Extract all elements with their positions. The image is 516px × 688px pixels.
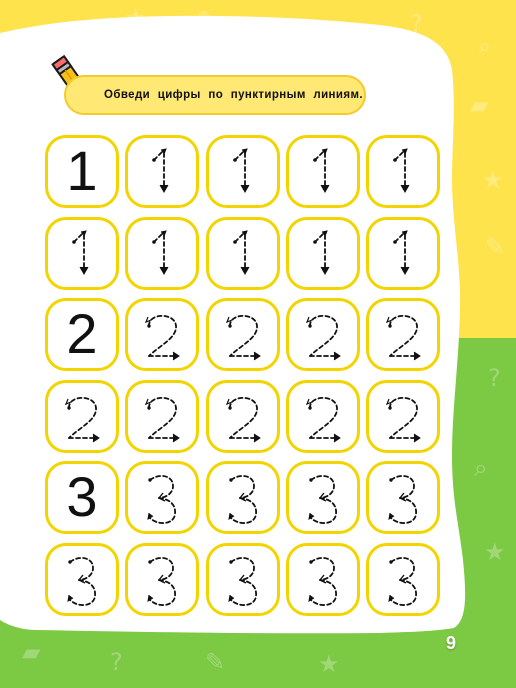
star-doodle-icon: ★ [482,166,504,194]
digit-2-trace-guide [209,301,277,368]
trace-digit-cell [206,298,280,371]
trace-digit-cell [366,380,440,453]
digit-1-trace-guide [289,138,357,205]
trace-digit-cell [125,380,199,453]
digit-2-trace-guide [289,301,357,368]
digit-2-trace-guide [209,383,277,450]
digit-1-trace-guide [209,138,277,205]
sample-digit: 3 [66,465,98,528]
digit-2-trace-guide [369,383,437,450]
digit-1-trace-guide [128,138,196,205]
book-doodle-icon: ▰ [22,638,41,666]
question-doodle-icon: ? [410,10,423,38]
sample-digit-cell [45,298,119,371]
pencil-doodle-icon: ✎ [205,648,226,676]
digit-1-trace-guide [289,220,357,287]
digit-3-trace-guide [209,464,277,531]
trace-digit-cell [125,461,199,534]
trace-digit-cell [366,543,440,616]
trace-digit-cell [366,135,440,208]
instruction-banner [64,75,366,115]
sample-digit-cell [45,135,119,208]
digit-3-trace-guide [369,546,437,613]
trace-digit-cell [125,135,199,208]
digit-3-trace-guide [369,464,437,531]
digit-2-trace-guide [369,301,437,368]
search-doodle-icon: ⌕ [474,454,488,482]
trace-digit-cell [125,543,199,616]
question-doodle-icon: ? [488,364,501,392]
digit-3-trace-guide [289,546,357,613]
digit-1-trace-guide [48,220,116,287]
digit-2-trace-guide [128,383,196,450]
sample-digit: 1 [66,139,98,202]
trace-digit-cell [45,543,119,616]
trace-digit-cell [286,217,360,290]
digit-1-trace-guide [128,220,196,287]
trace-digit-cell [206,135,280,208]
trace-digit-cell [125,217,199,290]
trace-digit-cell [366,461,440,534]
digit-3-trace-guide [48,546,116,613]
sample-digit: 2 [66,302,98,365]
trace-digit-cell [366,298,440,371]
instruction-text: Обведи цифры по пунктирным линиям. [104,89,363,101]
digit-2-trace-guide [289,383,357,450]
trace-digit-cell [286,461,360,534]
trace-digit-cell [286,380,360,453]
digit-1-trace-guide [369,138,437,205]
star-doodle-icon: ★ [484,538,506,566]
trace-digit-cell [286,135,360,208]
trace-digit-cell [206,461,280,534]
digit-3-trace-guide [289,464,357,531]
trace-digit-cell [125,298,199,371]
trace-digit-cell [366,217,440,290]
digit-1-trace-guide [209,220,277,287]
sample-digit-cell [45,461,119,534]
digit-2-trace-guide [48,383,116,450]
trace-digit-cell [286,298,360,371]
search-doodle-icon: ⌕ [478,32,492,60]
pencil-doodle-icon: ✎ [485,233,506,261]
question-doodle-icon: ? [110,648,123,676]
trace-digit-cell [206,217,280,290]
digit-2-trace-guide [128,301,196,368]
trace-digit-cell [286,543,360,616]
book-doodle-icon: ▰ [470,91,489,119]
trace-digit-cell [45,380,119,453]
trace-digit-cell [206,543,280,616]
trace-digit-cell [206,380,280,453]
digit-3-trace-guide [128,464,196,531]
digit-3-trace-guide [128,546,196,613]
trace-digit-cell [45,217,119,290]
number-tracing-grid [45,135,440,611]
page-number: 9 [446,633,457,653]
star-doodle-icon: ★ [318,650,340,678]
digit-1-trace-guide [369,220,437,287]
digit-3-trace-guide [209,546,277,613]
